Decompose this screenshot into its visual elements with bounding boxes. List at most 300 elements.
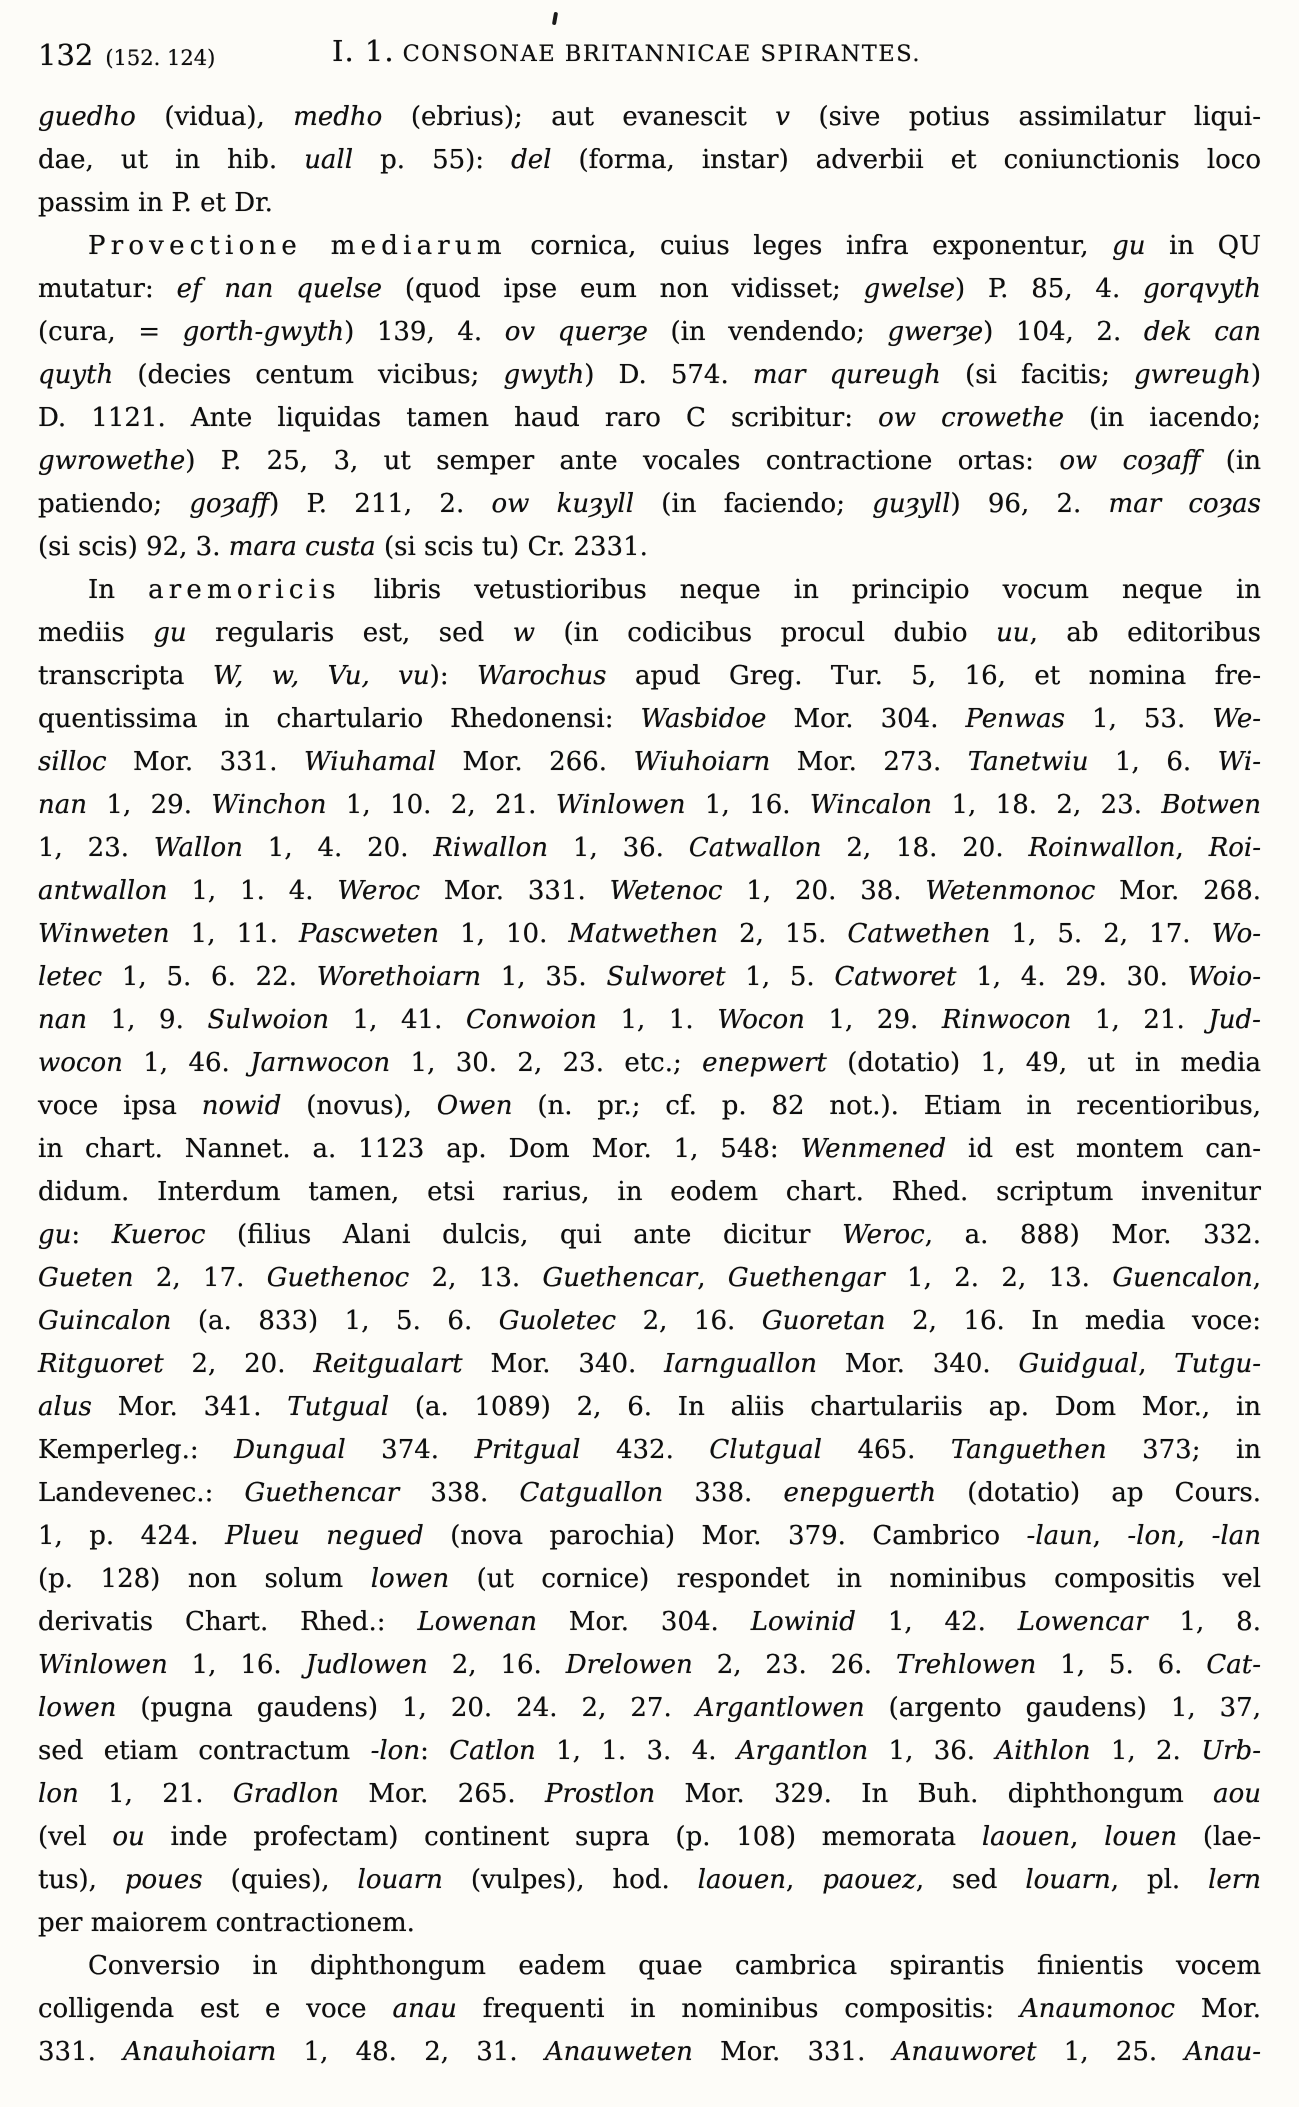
- body-text: (sive potius assimilatur liqui-: [789, 102, 1261, 132]
- italic-text: ow crowethe: [878, 403, 1064, 433]
- italic-text: laouen: [981, 1822, 1071, 1852]
- body-text: (in vendendo;: [647, 317, 888, 347]
- italic-text: medho: [293, 102, 383, 132]
- body-text: 373; in: [1106, 1435, 1262, 1465]
- body-text: (si scis tu) Cr. 2331.: [375, 532, 648, 562]
- text-line: [38, 1128, 1261, 1171]
- body-text: Kemperleg.:: [38, 1435, 235, 1465]
- body-text: dae, ut in hib.: [38, 145, 305, 175]
- italic-text: Guencalon: [1112, 1263, 1253, 1293]
- text-line: [38, 956, 1261, 999]
- italic-text: Clutgual: [709, 1435, 822, 1465]
- body-text: ,: [1175, 833, 1209, 863]
- body-text: (lae-: [1177, 1822, 1261, 1852]
- text-line: [38, 1859, 1261, 1902]
- body-text: (a. 1089) 2, 6. In aliis chartulariis ap. Dom Mor., in: [389, 1392, 1262, 1422]
- italic-text: enepguerth: [783, 1478, 937, 1508]
- body-text: 1, 23.: [38, 833, 154, 863]
- body-text: (n. pr.; cf. p. 82 not.). Etiam in recentioribus,: [512, 1091, 1262, 1121]
- italic-text: alus: [38, 1392, 92, 1422]
- page-header: [38, 30, 1261, 82]
- body-text: apud Greg. Tur. 5, 16, et nomina fre-: [606, 661, 1261, 691]
- text-line: [38, 1171, 1261, 1214]
- body-text: :: [71, 1220, 112, 1250]
- text-line: [38, 827, 1261, 870]
- italic-text: louarn: [357, 1865, 443, 1895]
- italic-text: Winchon: [211, 790, 327, 820]
- italic-text: Catworet: [834, 962, 957, 992]
- body-text: 432.: [580, 1435, 710, 1465]
- body-text: 1, 35.: [481, 962, 607, 992]
- italic-text: guȝyll: [872, 489, 951, 519]
- running-title-text: CONSONAE BRITANNICAE SPIRANTES.: [402, 41, 921, 67]
- body-text: 1, 21.: [78, 1779, 233, 1809]
- italic-text: del: [511, 145, 552, 175]
- italic-text: ef nan quelse: [176, 274, 383, 304]
- italic-text: poues: [124, 1865, 203, 1895]
- body-text: 2, 16.: [616, 1306, 762, 1336]
- italic-text: Catwallon: [688, 833, 822, 863]
- body-text: 1, 16.: [167, 1650, 306, 1680]
- body-text: 1, 10.: [439, 919, 569, 949]
- italic-text: Roi-: [1208, 833, 1262, 863]
- body-text: (p. 128) non solum: [38, 1564, 371, 1594]
- body-text: ,: [786, 1865, 823, 1895]
- body-text: 1, 1.: [596, 1005, 718, 1035]
- italic-text: quyth: [38, 360, 114, 390]
- italic-text: W, w, Vu, vu: [212, 661, 430, 691]
- text-line: [38, 225, 1261, 268]
- page-number-group: [38, 38, 215, 72]
- body-text: in QU: [1145, 231, 1261, 261]
- text-line: [38, 1945, 1261, 1988]
- body-text: 1, 9.: [87, 1005, 208, 1035]
- body-text: Mor. 331.: [692, 2037, 893, 2067]
- body-text: 374.: [345, 1435, 475, 1465]
- italic-text: Roinwallon: [1028, 833, 1176, 863]
- body-text: Mor. 268.: [1095, 876, 1262, 906]
- italic-text: ou: [112, 1822, 145, 1852]
- body-text: (argento gaudens) 1, 37,: [864, 1693, 1261, 1723]
- body-text: (dotatio) ap Cours.: [936, 1478, 1262, 1508]
- italic-text: Catwethen: [847, 919, 991, 949]
- text-line: [38, 96, 1261, 139]
- text-line: [38, 1816, 1261, 1859]
- text-line: [38, 741, 1261, 784]
- body-text: Mor. 331.: [106, 747, 305, 777]
- body-text: (forma, instar) adverbii et coniunctionis loco: [551, 145, 1261, 175]
- body-text: 1, p. 424.: [38, 1521, 226, 1551]
- italic-text: Lowencar: [1017, 1607, 1148, 1637]
- italic-text: Wenmened: [800, 1134, 947, 1164]
- body-text: (pugna gaudens) 1, 20. 24. 2, 27.: [116, 1693, 696, 1723]
- text-line: [38, 1300, 1261, 1343]
- italic-text: Plueu negued: [225, 1521, 424, 1551]
- body-text: Mor. 329. In Buh. diphthongum: [655, 1779, 1214, 1809]
- body-text: mediis: [38, 618, 154, 648]
- text-line: [38, 612, 1261, 655]
- text-line: [38, 1042, 1261, 1085]
- text-line: [38, 1644, 1261, 1687]
- italic-text: Argantlon: [736, 1736, 869, 1766]
- text-line: [38, 1386, 1261, 1429]
- body-text: 1, 42.: [855, 1607, 1018, 1637]
- body-text: tus),: [38, 1865, 125, 1895]
- body-text: (vidua),: [135, 102, 294, 132]
- italic-text: Reitgualart: [313, 1349, 463, 1379]
- body-text: passim in P. et Dr.: [38, 188, 273, 218]
- body-text: Conversio in diphthongum eadem quae cambrica spirantis finientis vocem: [88, 1951, 1261, 1981]
- text-line: [38, 354, 1261, 397]
- body-text: ,: [697, 1263, 728, 1293]
- italic-text: nowid: [201, 1091, 282, 1121]
- italic-text: Guoretan: [761, 1306, 886, 1336]
- body-text: ) D. 574.: [584, 360, 753, 390]
- italic-text: Cat-: [1206, 1650, 1262, 1680]
- italic-text: Sulwoion: [207, 1005, 329, 1035]
- italic-text: Wasbidoe: [640, 704, 767, 734]
- italic-text: Argantlowen: [695, 1693, 865, 1723]
- body-text: (novus),: [281, 1091, 437, 1121]
- italic-text: Wocon: [717, 1005, 805, 1035]
- text-line: [38, 1085, 1261, 1128]
- text-line: [38, 1515, 1261, 1558]
- italic-text: Kueroc: [111, 1220, 206, 1250]
- body-text: (a. 833) 1, 5. 6.: [171, 1306, 499, 1336]
- italic-text: Sulworet: [606, 962, 726, 992]
- italic-text: Guincalon: [38, 1306, 172, 1336]
- body-text: Mor. 273.: [770, 747, 968, 777]
- italic-text: louen: [1104, 1822, 1178, 1852]
- italic-text: silloc: [38, 747, 107, 777]
- body-text: ,: [1092, 1521, 1128, 1551]
- italic-text: mara custa: [228, 532, 376, 562]
- body-text: (vel: [38, 1822, 113, 1852]
- body-text: frequenti in nominibus compositis:: [456, 1994, 1020, 2024]
- italic-text: Winweten: [38, 919, 170, 949]
- body-text: p. 55):: [353, 145, 512, 175]
- body-text: 1, 25.: [1036, 2037, 1185, 2067]
- body-text: 1, 5. 6.: [1036, 1650, 1207, 1680]
- italic-text: wocon: [38, 1048, 123, 1078]
- text-line: [38, 2031, 1261, 2074]
- italic-text: Jud-: [1208, 1005, 1261, 1035]
- body-text: Mor. 341.: [91, 1392, 288, 1422]
- italic-text: Prostlon: [545, 1779, 656, 1809]
- body-text: Mor.: [1175, 1994, 1261, 2024]
- body-text: (vulpes), hod.: [442, 1865, 698, 1895]
- body-text: 1, 10. 2, 21.: [326, 790, 556, 820]
- italic-text: gwreugh: [1134, 360, 1251, 390]
- italic-text: gwelse: [863, 274, 955, 304]
- body-text: 2, 18. 20.: [821, 833, 1029, 863]
- body-text: 2, 15.: [718, 919, 848, 949]
- italic-text: Ritguoret: [38, 1349, 164, 1379]
- body-text: Mor. 266.: [436, 747, 634, 777]
- italic-text: goȝaff: [189, 489, 270, 519]
- body-text: didum. Interdum tamen, etsi rarius, in eodem chart. Rhed. scriptum invenitur: [38, 1177, 1261, 1207]
- italic-text: letec: [38, 962, 103, 992]
- body-text: Provectione mediarum: [88, 231, 507, 261]
- body-text: 1, 1. 3. 4.: [535, 1736, 737, 1766]
- italic-text: Judlowen: [305, 1650, 428, 1680]
- italic-text: uu: [996, 618, 1030, 648]
- italic-text: dek can: [1143, 317, 1262, 347]
- italic-text: guedho: [38, 102, 136, 132]
- italic-text: mar coȝas: [1108, 489, 1262, 519]
- body-text: 2, 13.: [409, 1263, 543, 1293]
- italic-text: Wincalon: [809, 790, 933, 820]
- text-line: [38, 526, 1261, 569]
- body-text: In: [88, 575, 149, 605]
- body-text: Mor. 304.: [537, 1607, 751, 1637]
- body-text: 465.: [821, 1435, 951, 1465]
- body-text: inde profectam) continent supra (p. 108) memorata: [144, 1822, 982, 1852]
- italic-text: Pascweten: [299, 919, 439, 949]
- body-text: 1, 53.: [1065, 704, 1213, 734]
- text-line: [38, 1601, 1261, 1644]
- body-text: 1, 2. 2, 13.: [884, 1263, 1113, 1293]
- body-text: sed etiam contractum: [38, 1736, 371, 1766]
- text-line: [38, 1429, 1261, 1472]
- italic-text: We-: [1212, 704, 1261, 734]
- body-text: Mor. 304.: [766, 704, 966, 734]
- body-text: ,: [1070, 1822, 1105, 1852]
- body-text: cornica, cuius leges infra exponentur,: [506, 231, 1113, 261]
- body-text: 1, 30. 2, 23. etc.;: [390, 1048, 703, 1078]
- italic-text: Anaumonoc: [1019, 1994, 1175, 2024]
- italic-text: uall: [304, 145, 354, 175]
- text-line: [38, 1343, 1261, 1386]
- body-text: ) 104, 2.: [983, 317, 1144, 347]
- body-text: Mor. 265.: [338, 1779, 546, 1809]
- body-text: 1, 11.: [169, 919, 300, 949]
- body-text: derivatis Chart. Rhed.:: [38, 1607, 418, 1637]
- body-text: regularis est, sed: [186, 618, 513, 648]
- body-text: 1, 4. 29. 30.: [956, 962, 1188, 992]
- body-text: 1, 36.: [868, 1736, 996, 1766]
- body-text: , sed: [915, 1865, 1026, 1895]
- text-line: [38, 182, 1261, 225]
- italic-text: gu: [38, 1220, 72, 1250]
- italic-text: Winlowen: [38, 1650, 168, 1680]
- italic-text: -laun: [1026, 1521, 1093, 1551]
- italic-text: Weroc: [337, 876, 421, 906]
- body-text: 1, 6.: [1088, 747, 1218, 777]
- body-text: 2, 23. 26.: [692, 1650, 896, 1680]
- text-line: [38, 1687, 1261, 1730]
- italic-text: v: [775, 102, 790, 132]
- text-line: [38, 1988, 1261, 2031]
- italic-text: Botwen: [1161, 790, 1262, 820]
- body-text: 1, 4. 20.: [242, 833, 434, 863]
- italic-text: Wi-: [1217, 747, 1261, 777]
- body-text: ) P. 85, 4.: [954, 274, 1144, 304]
- italic-text: Dungual: [234, 1435, 346, 1465]
- body-text: 1, 41.: [328, 1005, 466, 1035]
- text-line: [38, 1773, 1261, 1816]
- italic-text: gwyth: [503, 360, 585, 390]
- italic-text: Wallon: [153, 833, 243, 863]
- body-text: libris vetustioribus neque in principio vocum neque in: [340, 575, 1262, 605]
- italic-text: gu: [153, 618, 187, 648]
- italic-text: Aithlon: [995, 1736, 1091, 1766]
- italic-text: Anauweten: [544, 2037, 693, 2067]
- body-text: 1, 5. 6. 22.: [102, 962, 317, 992]
- body-text: (ut cornice) respondet in nominibus compositis vel: [449, 1564, 1261, 1594]
- body-text: :: [420, 1736, 450, 1766]
- scan-speck: [552, 12, 558, 25]
- italic-text: Guethencar: [542, 1263, 698, 1293]
- body-text: (dotatio) 1, 49, ut in media: [826, 1048, 1261, 1078]
- italic-text: Anauhoiarn: [123, 2037, 277, 2067]
- body-text: patiendo;: [38, 489, 190, 519]
- body-text: quentissima in chartulario Rhedonensi:: [38, 704, 641, 734]
- body-text: (cura, =: [38, 317, 183, 347]
- italic-text: Penwas: [965, 704, 1066, 734]
- body-text: (si scis) 92, 3.: [38, 532, 229, 562]
- italic-text: Conwoion: [465, 1005, 597, 1035]
- italic-text: gorqvyth: [1143, 274, 1262, 304]
- text-line: [38, 784, 1261, 827]
- body-text: ): [1250, 360, 1262, 390]
- italic-text: w: [512, 618, 535, 648]
- body-text: (ebrius); aut evanescit: [382, 102, 776, 132]
- italic-text: ov querȝe: [504, 317, 648, 347]
- body-text: id est montem can-: [946, 1134, 1261, 1164]
- italic-text: gorth-gwyth: [182, 317, 345, 347]
- italic-text: antwallon: [38, 876, 168, 906]
- body-text: 1, 16.: [685, 790, 810, 820]
- italic-text: Tutgual: [287, 1392, 390, 1422]
- italic-text: Wetenoc: [609, 876, 723, 906]
- body-text: (in iacendo;: [1063, 403, 1261, 433]
- italic-text: Gueten: [38, 1263, 134, 1293]
- italic-text: Anau-: [1184, 2037, 1262, 2067]
- body-text: 1, 20. 38.: [722, 876, 926, 906]
- text-line: [38, 913, 1261, 956]
- body-text: colligenda est e voce: [38, 1994, 393, 2024]
- body-text: 1, 5.: [725, 962, 835, 992]
- italic-text: Catlon: [449, 1736, 536, 1766]
- italic-text: Guethenoc: [266, 1263, 410, 1293]
- italic-text: nan: [38, 1005, 87, 1035]
- body-text: 1, 8.: [1147, 1607, 1261, 1637]
- italic-text: Guoletec: [498, 1306, 617, 1336]
- body-text: 1, 46.: [122, 1048, 251, 1078]
- body-text: (quod ipse eum non vidisset;: [382, 274, 864, 304]
- text-line: [38, 1558, 1261, 1601]
- body-text: (in codicibus procul dubio: [534, 618, 997, 648]
- italic-text: Lowenan: [417, 1607, 537, 1637]
- body-text: Mor. 340.: [462, 1349, 665, 1379]
- italic-text: Winlowen: [555, 790, 686, 820]
- body-text: (in faciendo;: [634, 489, 873, 519]
- italic-text: Riwallon: [433, 833, 549, 863]
- body-text: Mor. 331.: [420, 876, 610, 906]
- italic-text: aou: [1213, 1779, 1262, 1809]
- body-text: ):: [429, 661, 478, 691]
- italic-text: Drelowen: [565, 1650, 693, 1680]
- body-text: 2, 16.: [427, 1650, 566, 1680]
- body-text: Mor. 340.: [817, 1349, 1019, 1379]
- text-line: [38, 1730, 1261, 1773]
- body-text: , pl.: [1110, 1865, 1209, 1895]
- body-text: 1, 29.: [87, 790, 212, 820]
- body-text: 2, 16. In media voce:: [885, 1306, 1262, 1336]
- text-line: [38, 397, 1261, 440]
- body-text: (in: [1200, 446, 1261, 476]
- italic-text: gwerȝe: [887, 317, 984, 347]
- italic-text: -lan: [1211, 1521, 1261, 1551]
- italic-text: Warochus: [477, 661, 607, 691]
- italic-text: ow coȝaff: [1059, 446, 1201, 476]
- body-text: ) 96, 2.: [950, 489, 1109, 519]
- italic-text: Wiuhoiarn: [633, 747, 771, 777]
- text-line: [38, 311, 1261, 354]
- italic-text: Wetenmonoc: [925, 876, 1096, 906]
- text-line: [38, 698, 1261, 741]
- text-line: [38, 1472, 1261, 1515]
- body-text: ,: [1138, 1349, 1175, 1379]
- italic-text: Urb-: [1201, 1736, 1261, 1766]
- body-text: 1, 2.: [1090, 1736, 1202, 1766]
- body-text: in chart. Nannet. a. 1123 ap. Dom Mor. 1, 548:: [38, 1134, 801, 1164]
- italic-text: Lowinid: [750, 1607, 856, 1637]
- italic-text: Iarnguallon: [664, 1349, 817, 1379]
- italic-text: Weroc: [842, 1220, 925, 1250]
- italic-text: anau: [392, 1994, 457, 2024]
- body-text: 338.: [399, 1478, 520, 1508]
- body-text: mutatur:: [38, 274, 177, 304]
- body-text: ,: [1176, 1521, 1212, 1551]
- body-text: ) 139, 4.: [344, 317, 505, 347]
- body-text: aremoricis: [148, 575, 341, 605]
- italic-text: louarn: [1025, 1865, 1111, 1895]
- italic-text: Owen: [436, 1091, 513, 1121]
- body-text: ) P. 211, 2.: [269, 489, 492, 519]
- body-text: per maiorem contractionem.: [38, 1908, 415, 1938]
- text-line: [38, 139, 1261, 182]
- text-line: [38, 1257, 1261, 1300]
- text-line: [38, 870, 1261, 913]
- body-text: (nova parochia) Mor. 379. Cambrico: [423, 1521, 1027, 1551]
- italic-text: Tanguethen: [950, 1435, 1107, 1465]
- italic-text: Guidgual: [1018, 1349, 1139, 1379]
- italic-text: Rinwocon: [941, 1005, 1072, 1035]
- body-text: , ab editoribus: [1029, 618, 1261, 648]
- italic-text: Trehlowen: [895, 1650, 1037, 1680]
- italic-text: enepwert: [702, 1048, 827, 1078]
- body-text: 1, 36.: [548, 833, 689, 863]
- italic-text: Matwethen: [568, 919, 719, 949]
- body-text: 1, 1. 4.: [167, 876, 338, 906]
- italic-text: Pritgual: [474, 1435, 581, 1465]
- body-text: 338.: [663, 1478, 784, 1508]
- text-line: [38, 569, 1261, 612]
- italic-text: laouen: [697, 1865, 787, 1895]
- body-text: 2, 20.: [163, 1349, 314, 1379]
- text-block: [38, 96, 1261, 2074]
- italic-text: Jarnwocon: [250, 1048, 391, 1078]
- body-text: ,: [1252, 1263, 1262, 1293]
- body-text: , a. 888) Mor. 332.: [924, 1220, 1261, 1250]
- text-line: [38, 1214, 1261, 1257]
- italic-text: Anauworet: [892, 2037, 1037, 2067]
- italic-text: Guethencar: [244, 1478, 400, 1508]
- italic-text: -lon: [370, 1736, 421, 1766]
- italic-text: Catguallon: [519, 1478, 664, 1508]
